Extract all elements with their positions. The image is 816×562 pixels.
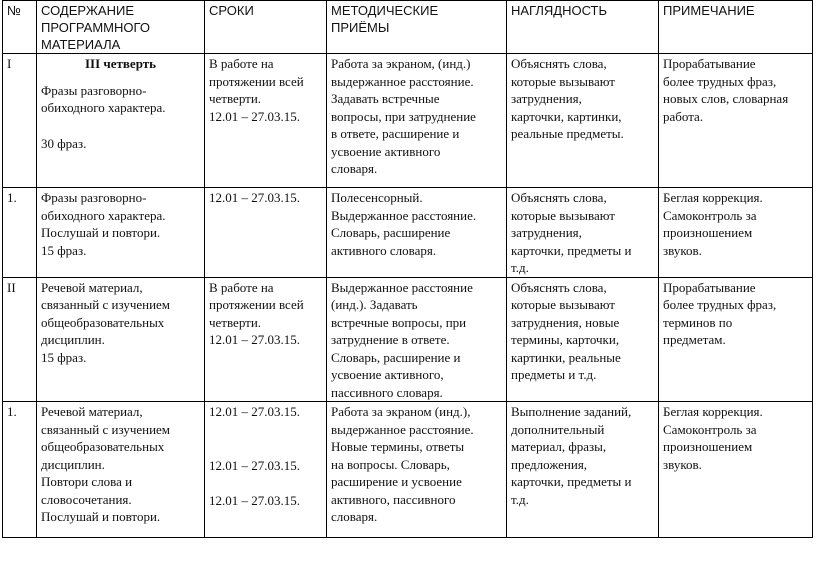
row-note: Прорабатывание более трудных фраз, терминов по предметам.: [659, 277, 813, 402]
row-content: Речевой материал, связанный с изучением общеобразовательных дисциплин. 15 фраз.: [37, 277, 205, 402]
row-content: III четверть Фразы разговорно- обиходного характера. 30 фраз.: [37, 54, 205, 188]
row-visual: Объяснять слова, которые вызывают затруднения, новые термины, карточки, картинки, реальные предметы и т.д.: [507, 277, 659, 402]
row-num: II: [3, 277, 37, 402]
row-methods: Работа за экраном (инд.), выдержанное расстояние. Новые термины, ответы на вопросы. Словарь, расширение и усвоение активного, пассивного словаря.: [327, 402, 507, 538]
table-row: [3, 277, 813, 402]
row-content: Фразы разговорно- обиходного характера. Послушай и повтори. 15 фраз.: [37, 188, 205, 278]
row-visual: Выполнение заданий, дополнительный материал, фразы, предложения, карточки, предметы и т.д.: [507, 402, 659, 538]
row-note: Прорабатывание более трудных фраз, новых слов, словарная работа.: [659, 54, 813, 188]
row-dates: 12.01 – 27.03.15.: [205, 188, 327, 278]
header-num: №: [3, 1, 37, 54]
row-num: I: [3, 54, 37, 188]
table-row: [3, 402, 813, 538]
quarter-title: III четверть: [84, 56, 157, 71]
row-methods: Работа за экраном, (инд.) выдержанное расстояние. Задавать встречные вопросы, при затруднение в ответе, расширение и усвоение активного словаря.: [327, 54, 507, 188]
row-note: Беглая коррекция. Самоконтроль за произношением звуков.: [659, 402, 813, 538]
row-note: Беглая коррекция. Самоконтроль за произношением звуков.: [659, 188, 813, 278]
row-dates: 12.01 – 27.03.15. 12.01 – 27.03.15. 12.01 – 27.03.15.: [205, 402, 327, 538]
row-methods: Полесенсорный. Выдержанное расстояние. Словарь, расширение активного словаря.: [327, 188, 507, 278]
header-note: ПРИМЕЧАНИЕ: [659, 1, 813, 54]
row-visual: Объяснять слова, которые вызывают затруднения, карточки, картинки, реальные предметы.: [507, 54, 659, 188]
header-row: [3, 1, 813, 54]
row-num: 1.: [3, 188, 37, 278]
header-dates: СРОКИ: [205, 1, 327, 54]
header-content: СОДЕРЖАНИЕ ПРОГРАММНОГО МАТЕРИАЛА: [37, 1, 205, 54]
table-row: [3, 54, 813, 188]
row-dates: В работе на протяжении всей четверти. 12.01 – 27.03.15.: [205, 277, 327, 402]
row-num: 1.: [3, 402, 37, 538]
row-methods: Выдержанное расстояние (инд.). Задавать встречные вопросы, при затруднение в ответе. Словарь, расширение и усвоение активного, пассивного словаря.: [327, 277, 507, 402]
row-dates: В работе на протяжении всей четверти. 12.01 – 27.03.15.: [205, 54, 327, 188]
header-visual: НАГЛЯДНОСТЬ: [507, 1, 659, 54]
table-row: [3, 188, 813, 278]
lesson-plan-table: [2, 0, 813, 538]
row-content: Речевой материал, связанный с изучением общеобразовательных дисциплин. Повтори слова и словосочетания. Послушай и повтори.: [37, 402, 205, 538]
row-visual: Объяснять слова, которые вызывают затруднения, карточки, предметы и т.д.: [507, 188, 659, 278]
header-methods: МЕТОДИЧЕСКИЕ ПРИЁМЫ: [327, 1, 507, 54]
